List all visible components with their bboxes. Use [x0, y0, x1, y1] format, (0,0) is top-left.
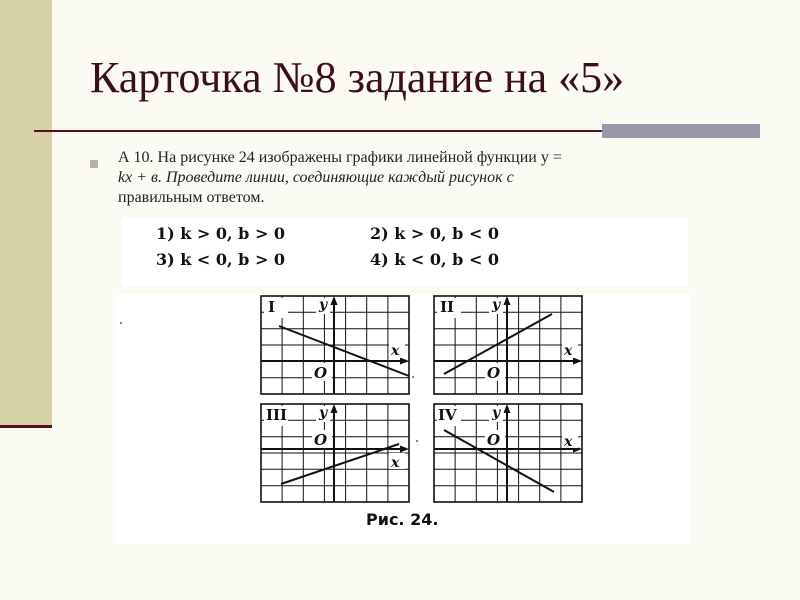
title-divider: [34, 130, 602, 132]
task-line-1: А 10. На рисунке 24 изображены графики линейной функции у =: [118, 149, 562, 166]
answer-option-2: 2) k > 0, b < 0: [370, 224, 500, 243]
origin-label: O: [487, 431, 501, 449]
graphs-svg: [116, 294, 690, 504]
answer-options: [122, 218, 688, 286]
graph-label-4: IV: [438, 406, 457, 424]
figure-24: [116, 294, 690, 544]
bullet-square-icon: [90, 160, 98, 168]
slide-title: Карточка №8 задание на «5»: [90, 53, 625, 102]
decorative-left-band-underline: [0, 425, 52, 428]
y-axis-label: y: [319, 405, 328, 421]
graph-label-2: II: [440, 298, 455, 316]
x-axis-label: x: [391, 343, 400, 359]
graph-label-3: III: [266, 406, 288, 424]
origin-label: O: [314, 364, 328, 382]
task-line-3: правильным ответом.: [118, 189, 265, 206]
answer-option-1: 1) k > 0, b > 0: [156, 224, 286, 243]
figure-caption: Рис. 24.: [366, 510, 439, 529]
origin-label: O: [487, 364, 501, 382]
decorative-left-band: [0, 0, 52, 425]
graph-panel-2: [434, 296, 582, 394]
y-axis-label: y: [492, 297, 501, 313]
x-axis-label: x: [564, 434, 573, 450]
y-axis-label: y: [319, 297, 328, 313]
title-divider-block: [602, 124, 760, 138]
graph-panel-1: [261, 296, 409, 394]
task-line-2: kx + в. Проведите линии, соединяющие каждый рисунок с: [118, 169, 514, 186]
answer-option-3: 3) k < 0, b > 0: [156, 250, 286, 269]
graph-label-1: I: [268, 298, 276, 316]
answer-option-4: 4) k < 0, b < 0: [370, 250, 500, 269]
x-axis-label: x: [564, 343, 573, 359]
y-axis-label: y: [492, 405, 501, 421]
origin-label: O: [314, 431, 328, 449]
task-text: [118, 148, 738, 208]
x-axis-label: x: [391, 455, 400, 471]
